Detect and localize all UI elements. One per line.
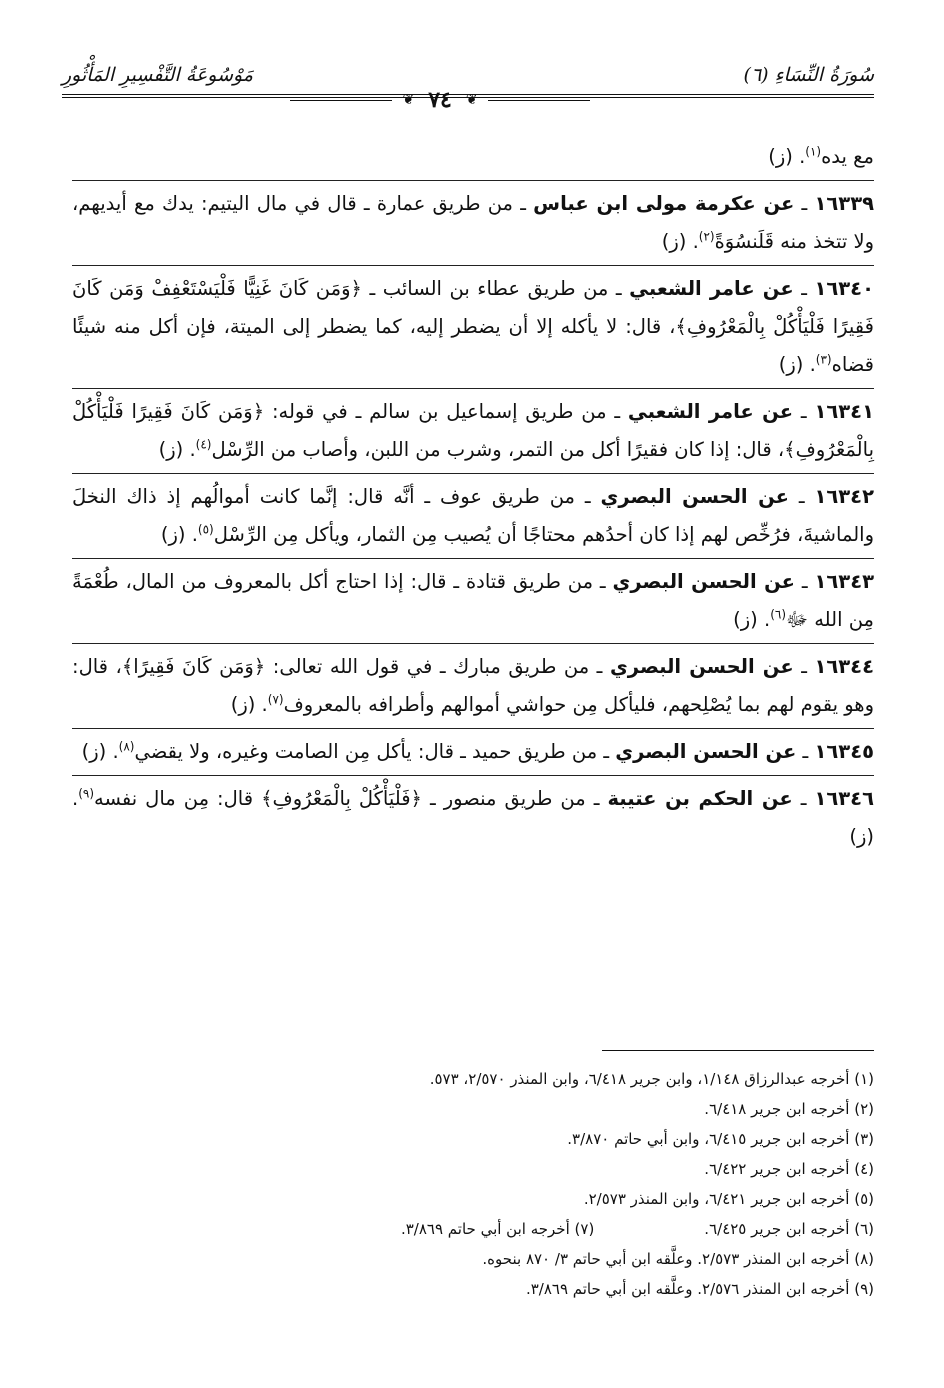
narration-number: ١٦٣٣٩ <box>814 192 874 215</box>
narration-16345: ١٦٣٤٥ ـ عن الحسن البصري ـ من طريق حميد ـ قال: يأكل مِن الصامت وغيره، ولا يقضي$^{(٨)}$. (ز) <box>72 728 874 775</box>
footnote-8: (٨) أخرجه ابن المنذر ٢/٥٧٣. وعلَّقه ابن أبي حاتم ٣/ ٨٧٠ بنحوه. <box>482 1250 874 1268</box>
paragraph-text: ـ من طريق عطاء بن السائب ـ ﴿وَمَن كَانَ غَنِيًّا فَلْيَسْتَعْفِفْ وَمَن كَانَ فَقِيرًا فَلْيَأْكُلْ بِالْمَعْرُوفِ﴾، قال: لا يأكله إلا أن يضطر إليه، كما يضطر إلى الميتة، فإن أكل منه شيئًا قضاه <box>72 277 874 376</box>
source-tag: . (ز) <box>81 740 119 763</box>
narration-number: ١٦٣٤٦ <box>814 787 874 810</box>
narration-number: ١٦٣٤٢ <box>814 485 874 508</box>
source-tag: . (ز) <box>158 438 196 461</box>
narrator-name: عن الحكم بن عتيبة <box>607 787 793 810</box>
footnote-ref: (٤) <box>195 437 212 452</box>
narration-16344: ١٦٣٤٤ ـ عن الحسن البصري ـ من طريق مبارك ـ في قول الله تعالى: ﴿وَمَن كَانَ فَقِيرًا﴾، قال: وهو يقوم لهم بما يُصْلِحهم، فليأكل مِن حواشي أموالهم وأطرافه بالمعروف$^{(٧)}$. (ز) <box>72 643 874 728</box>
footnote-5: (٥) أخرجه ابن جرير ٦/٤٢١، وابن المنذر ٢/٥٧٣. <box>583 1190 874 1208</box>
source-tag: . (ز) <box>661 230 699 253</box>
source-tag: . (ز) <box>72 787 874 848</box>
footnotes <box>72 1064 874 1304</box>
source-tag: . (ز) <box>230 693 268 716</box>
paragraph-text: مع يده <box>821 145 874 168</box>
paragraph-text: ـ من طريق عوف ـ أنَّه قال: إنَّما كانت أموالُهم إذ ذاك النخلَ والماشيةَ، فرُخِّص لهم إذا كان أحدُهم محتاجًا أن يُصيب مِن الثمار، ويأكل مِن الرِّسْل <box>72 485 874 546</box>
footnote-3: (٣) أخرجه ابن جرير ٦/٤١٥، وابن أبي حاتم ٣/٨٧٠. <box>567 1130 874 1148</box>
ornament-icon: ❦ <box>402 92 415 108</box>
footnote-7: (٧) أخرجه ابن أبي حاتم ٣/٨٦٩. <box>400 1220 595 1238</box>
narration-number: ١٦٣٤٥ <box>814 740 874 763</box>
narrator-name: عن عامر الشعبي <box>627 400 794 423</box>
source-tag: . (ز) <box>778 353 816 376</box>
footnote-1: (١) أخرجه عبدالرزاق ١/١٤٨، وابن جرير ٦/٤١٨، وابن المنذر ٢/٥٧٠، ٥٧٣. <box>429 1070 874 1088</box>
paragraph-text: ـ من طريق قتادة ـ قال: إذا احتاج أكل بالمعروف من المال، طُعْمَةً مِن الله ﷻ <box>72 570 874 631</box>
page-number-block <box>290 86 590 114</box>
page-number-line-right <box>488 100 590 101</box>
footnote-6: (٦) أخرجه ابن جرير ٦/٤٢٥. <box>704 1220 874 1238</box>
footnote-ref: (٩) <box>78 786 95 801</box>
narration-16339: ١٦٣٣٩ ـ عن عكرمة مولى ابن عباس ـ من طريق عمارة ـ قال في مال اليتيم: يدك مع أيديهم، ولا تتخذ منه قَلَنسُوَةً$^{(٢)}$. (ز) <box>72 180 874 265</box>
source-tag: . (ز) <box>733 608 771 631</box>
narration-16341: ١٦٣٤١ ـ عن عامر الشعبي ـ من طريق إسماعيل بن سالم ـ في قوله: ﴿وَمَن كَانَ فَقِيرًا فَلْيَأْكُلْ بِالْمَعْرُوفِ﴾، قال: إذا كان فقيرًا أكل من التمر، وشرب من اللبن، وأصاب من الرِّسْل$^{(٤)}$. (ز) <box>72 388 874 473</box>
narration-number: ١٦٣٤٣ <box>814 570 874 593</box>
paragraph-text: ـ من طريق مبارك ـ في قول الله تعالى: ﴿وَمَن كَانَ فَقِيرًا﴾، قال: وهو يقوم لهم بما يُصْلِحهم، فليأكل مِن حواشي أموالهم وأطرافه بالمعروف <box>72 655 874 716</box>
narrator-name: عن الحسن البصري <box>615 740 797 763</box>
footnote-ref: (٢) <box>698 229 715 244</box>
narration-number: ١٦٣٤١ <box>814 400 874 423</box>
source-tag: . (ز) <box>768 145 806 168</box>
footnote-2: (٢) أخرجه ابن جرير ٦/٤١٨. <box>704 1100 874 1118</box>
narration-16346: ١٦٣٤٦ ـ عن الحكم بن عتيبة ـ من طريق منصور ـ ﴿فَلْيَأْكُلْ بِالْمَعْرُوفِ﴾ قال: مِن مال نفسه$^{(٩)}$. (ز) <box>72 775 874 860</box>
footnote-ref: (٦) <box>770 607 787 622</box>
book-title: مَوْسُوعَةُ التَّفْسِيرِ المَأْثُورِ <box>62 64 254 86</box>
narration-number: ١٦٣٤٠ <box>814 277 874 300</box>
footnote-ref: (٣) <box>815 352 832 367</box>
narration-16343: ١٦٣٤٣ ـ عن الحسن البصري ـ من طريق قتادة ـ قال: إذا احتاج أكل بالمعروف من المال، طُعْمَةً مِن الله ﷻ$^{(٦)}$. (ز) <box>72 558 874 643</box>
surah-title: سُورَةُ النِّسَاءِ (٦) <box>743 64 874 86</box>
footnote-ref: (٧) <box>267 692 284 707</box>
page-number-line-left <box>290 100 392 101</box>
source-tag: . (ز) <box>160 523 198 546</box>
paragraph-text: ـ من طريق حميد ـ قال: يأكل مِن الصامت وغيره، ولا يقضي <box>134 740 616 763</box>
narration-16340: ١٦٣٤٠ ـ عن عامر الشعبي ـ من طريق عطاء بن السائب ـ ﴿وَمَن كَانَ غَنِيًّا فَلْيَسْتَعْفِفْ وَمَن كَانَ فَقِيرًا فَلْيَأْكُلْ بِالْمَعْرُوفِ﴾، قال: لا يأكله إلا أن يضطر إليه، كما يضطر إلى الميتة، فإن أكل منه شيئًا قضاه$^{(٣)}$. (ز) <box>72 265 874 388</box>
footnote-ref: (١) <box>805 144 822 159</box>
footnote-row-6-7 <box>72 1214 874 1244</box>
footnote-ref: (٥) <box>197 522 214 537</box>
narrator-name: عن الحسن البصري <box>600 485 789 508</box>
narrator-name: عن عكرمة مولى ابن عباس <box>533 192 795 215</box>
paragraph-text: ـ من طريق منصور ـ ﴿فَلْيَأْكُلْ بِالْمَعْرُوفِ﴾ قال: مِن مال نفسه <box>94 787 608 810</box>
main-text <box>72 134 874 860</box>
page-number: ٧٤ <box>428 87 452 113</box>
footnote-4: (٤) أخرجه ابن جرير ٦/٤٢٢. <box>704 1160 874 1178</box>
narrator-name: عن الحسن البصري <box>612 570 795 593</box>
paragraph-text: ـ من طريق إسماعيل بن سالم ـ في قوله: ﴿وَمَن كَانَ فَقِيرًا فَلْيَأْكُلْ بِالْمَعْرُوفِ﴾، قال: إذا كان فقيرًا أكل من التمر، وشرب من اللبن، وأصاب من الرِّسْل <box>72 400 874 461</box>
ornament-icon: ❦ <box>465 92 478 108</box>
paragraph-continuation <box>72 134 874 180</box>
footnote-ref: (٨) <box>118 739 135 754</box>
footnote-9: (٩) أخرجه ابن المنذر ٢/٥٧٦. وعلَّقه ابن أبي حاتم ٣/٨٦٩. <box>525 1280 874 1298</box>
narrator-name: عن الحسن البصري <box>609 655 794 678</box>
narrator-name: عن عامر الشعبي <box>629 277 794 300</box>
narration-16342: ١٦٣٤٢ ـ عن الحسن البصري ـ من طريق عوف ـ أنَّه قال: إنَّما كانت أموالُهم إذ ذاك النخلَ والماشيةَ، فرُخِّص لهم إذا كان أحدُهم محتاجًا أن يُصيب مِن الثمار، ويأكل مِن الرِّسْل$^{(٥)}$. (ز) <box>72 473 874 558</box>
narration-number: ١٦٣٤٤ <box>814 655 874 678</box>
paragraph-text: ـ من طريق عمارة ـ قال في مال اليتيم: يدك مع أيديهم، ولا تتخذ منه قَلَنسُوَةً <box>72 192 874 253</box>
footnote-separator <box>602 1050 874 1051</box>
